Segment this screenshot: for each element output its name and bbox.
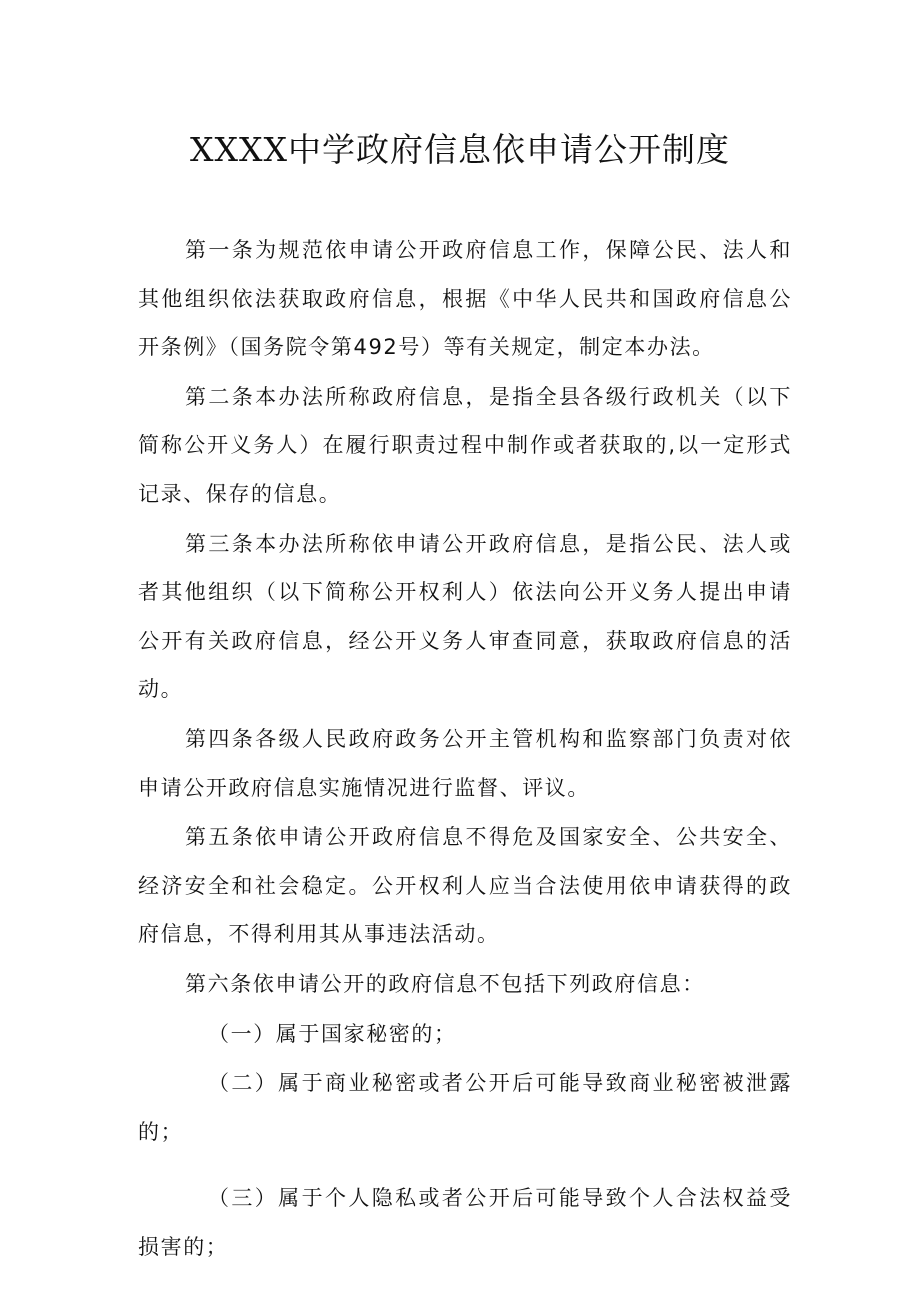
article-5: 第五条依申请公开政府信息不得危及国家安全、公共安全、经济安全和社会稳定。公开权利人应当合法使用依申请获得的政府信息，不得利用其从事违法活动。 (138, 825, 792, 947)
article-6: 第六条依申请公开的政府信息不包括下列政府信息： (185, 971, 705, 996)
list-item-1: （一）属于国家秘密的； (208, 1021, 457, 1046)
article-3: 第三条本办法所称依申请公开政府信息，是指公民、法人或者其他组织（以下简称公开权利人）依法向公开义务人提出申请公开有关政府信息，经公开义务人审查同意，获取政府信息的活动。 (138, 531, 792, 702)
list-item-3: （三）属于个人隐私或者公开后可能导致个人合法权益受损害的； (138, 1186, 792, 1259)
list-item-2: （二）属于商业秘密或者公开后可能导致商业秘密被泄露的； (138, 1071, 792, 1144)
article-4: 第四条各级人民政府政务公开主管机构和监察部门负责对依申请公开政府信息实施情况进行监督、评议。 (138, 726, 792, 800)
article-2: 第二条本办法所称政府信息，是指全县各级行政机关（以下简称公开义务人）在履行职责过程中制作或者获取的,以一定形式记录、保存的信息。 (138, 384, 792, 506)
document-title: XXXX中学政府信息依申请公开制度 (190, 130, 730, 169)
document-body (138, 226, 792, 1272)
article-1: 第一条为规范依申请公开政府信息工作，保障公民、法人和其他组织依法获取政府信息，根据《中华人民共和国政府信息公开条例》（国务院令第492号）等有关规定，制定本办法。 (138, 238, 792, 360)
